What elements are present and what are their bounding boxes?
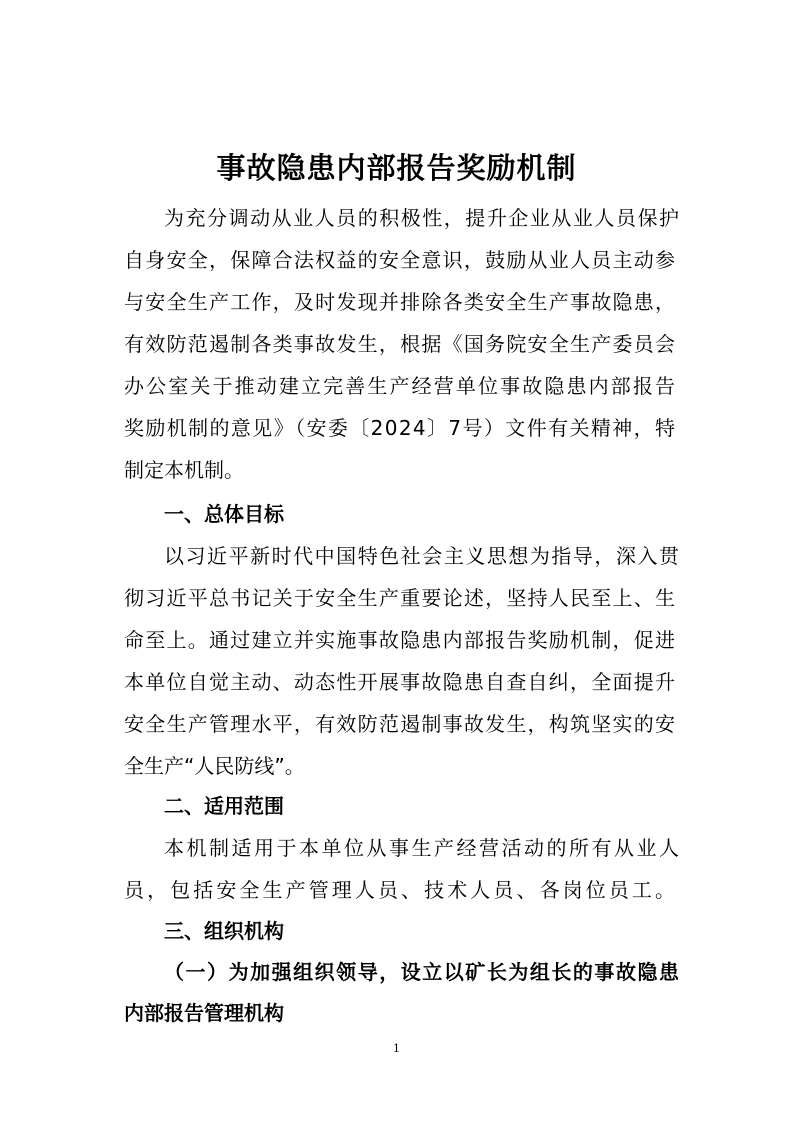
paragraph-line: 制定本机制。: [124, 458, 244, 482]
paragraph-line: 为充分调动从业人员的积极性，提升企业从业人员保护: [164, 206, 681, 230]
subsection-heading-line: （一）为加强组织领导，设立以矿长为组长的事故隐患: [164, 960, 681, 984]
page-number: 1: [393, 1042, 400, 1055]
paragraph-line: 命至上。通过建立并实施事故隐患内部报告奖励机制，促进: [124, 628, 677, 652]
paragraph-line: 员，包括安全生产管理人员、技术人员、各岗位员工。: [124, 878, 679, 902]
section-heading: 三、组织机构: [164, 919, 284, 943]
document-title: 事故隐患内部报告奖励机制: [216, 151, 577, 185]
paragraph-line: 安全生产管理水平，有效防范遏制事故发生，构筑坚实的安: [124, 712, 677, 736]
paragraph-line: 全生产“人民防线”。: [124, 754, 305, 778]
paragraph-line: 彻习近平总书记关于安全生产重要论述，坚持人民至上、生: [124, 586, 677, 610]
paragraph-line: 自身安全，保障合法权益的安全意识，鼓励从业人员主动参: [124, 248, 677, 272]
paragraph-line: 有效防范遏制各类事故发生，根据《国务院安全生产委员会: [124, 332, 677, 356]
paragraph-line: 本机制适用于本单位从事生产经营活动的所有从业人: [164, 836, 682, 860]
section-heading: 一、总体目标: [164, 502, 284, 526]
subsection-heading-line: 内部报告管理机构: [124, 1001, 284, 1025]
paragraph-line: 办公室关于推动建立完善生产经营单位事故隐患内部报告: [124, 374, 678, 398]
paragraph-line: 本单位自觉主动、动态性开展事故隐患自查自纠，全面提升: [124, 670, 677, 694]
paragraph-line: 与安全生产工作，及时发现并排除各类安全生产事故隐患，: [124, 290, 677, 314]
section-heading: 二、适用范围: [164, 794, 284, 818]
paragraph-line: 以习近平新时代中国特色社会主义思想为指导，深入贯: [164, 544, 681, 568]
paragraph-line: 奖励机制的意见》（安委〔2024〕7号）文件有关精神，特: [124, 416, 677, 440]
